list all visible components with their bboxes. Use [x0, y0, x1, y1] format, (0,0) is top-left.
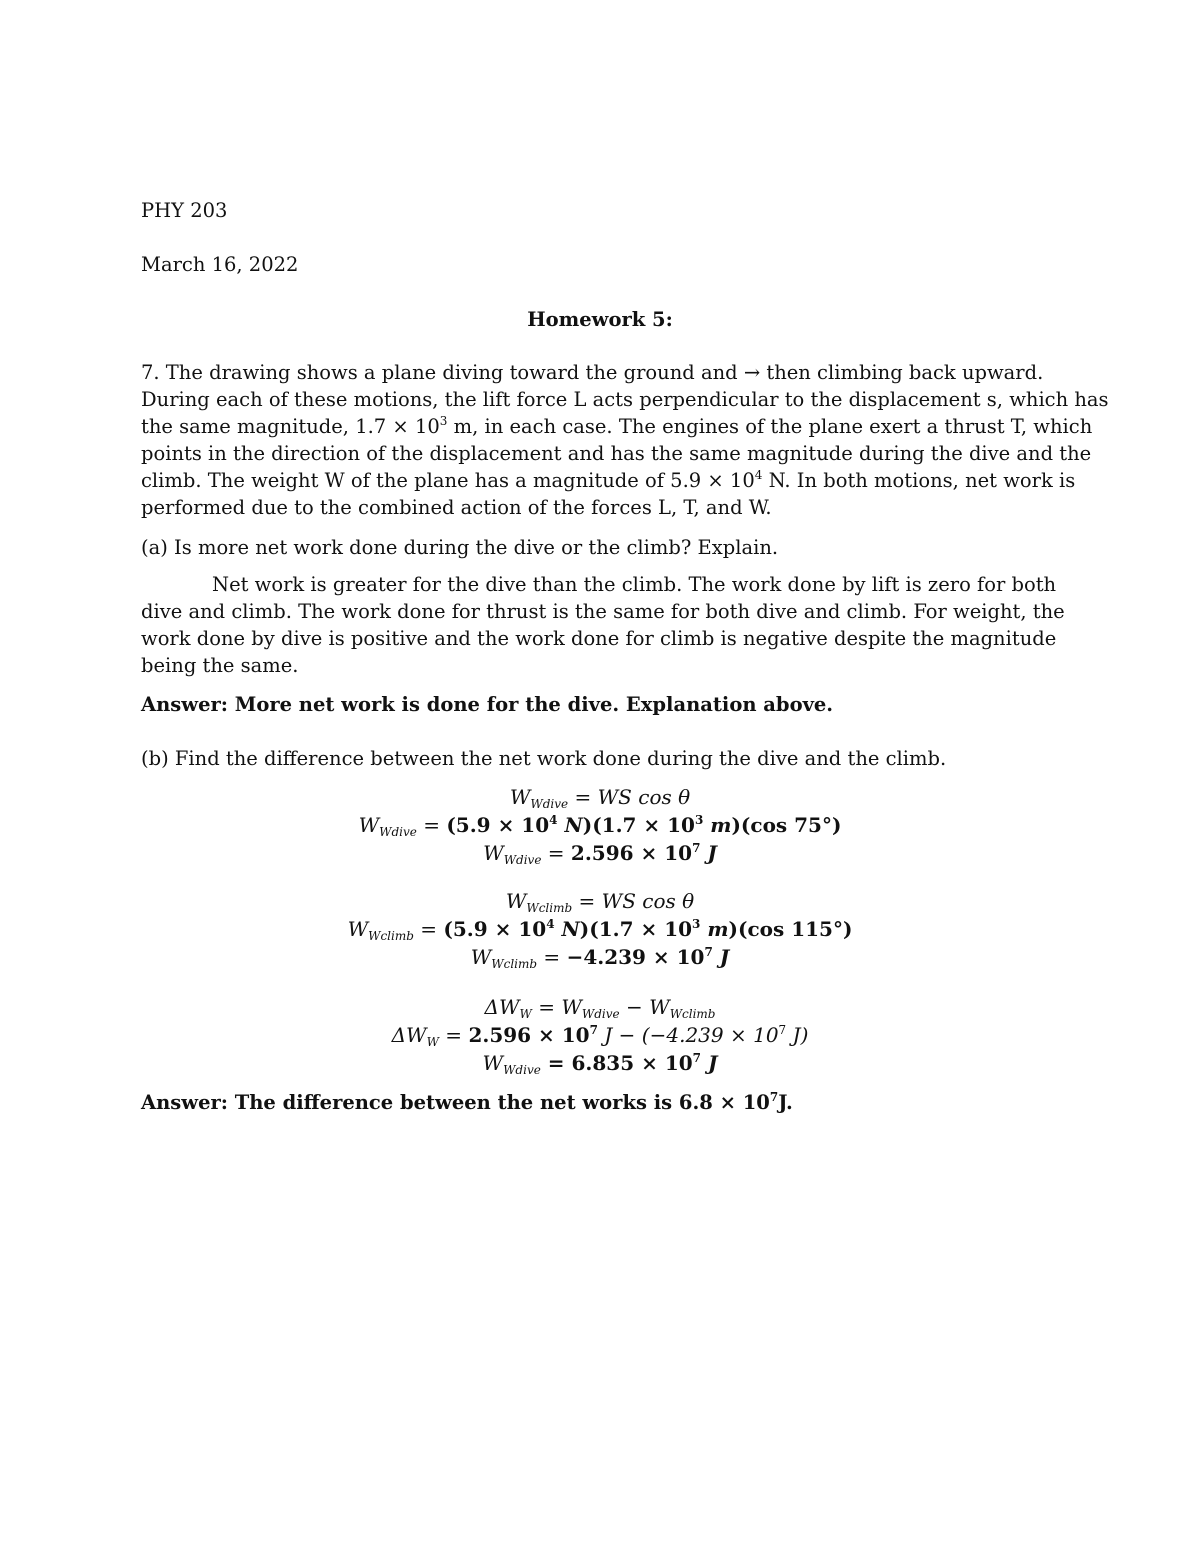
equation-dive-substitution: $W_{Wdive} = (5.9 \times 10^4$ $N)(1.7 \times 10^3$ m)(cos 75°)	[358, 813, 842, 839]
equation-dive-definition: $W_{Wdive}$ = WS cos θ	[509, 785, 691, 811]
problem-line: climb. The weight W of the plane has a magnitude of $5.9 \times 10^4$ N. In both motions, net work is	[141, 468, 1076, 492]
equation-dive-result: $W_{Wdive} = 2.596 \times 10^7$ J	[483, 841, 717, 867]
equation-climb-substitution: $W_{Wclimb} = (5.9 \times 10^4$ $N)(1.7 \times 10^3$ m)(cos 115°)	[347, 917, 853, 943]
course-code: PHY 203	[141, 199, 228, 222]
part-a-explanation	[141, 571, 1065, 679]
equation-difference-definition: $\Delta W_W = W_{Wdive} - W_{Wclimb}$	[484, 995, 716, 1021]
explanation-line: dive and climb. The work done for thrust is the same for both dive and climb. For weight, the	[141, 600, 1065, 623]
part-a-answer: Answer: More net work is done for the dive. Explanation above.	[141, 693, 834, 716]
equation-difference-substitution: $\Delta W_W = 2.596 \times 10^7$ $J - (-4.239 \times 10^7$ J)	[391, 1023, 809, 1049]
problem-line: points in the direction of the displacement and has the same magnitude during the dive and the	[141, 442, 1092, 465]
equation-climb-result: $W_{Wclimb} = -4.239 \times 10^7$ J	[470, 945, 730, 971]
equation-difference-result: $W_{Wdive} = 6.835 \times 10^7$ J	[482, 1051, 718, 1077]
problem-line: During each of these motions, the lift force L acts perpendicular to the displacement s, which has	[141, 388, 1109, 411]
part-a-question: (a) Is more net work done during the dive or the climb? Explain.	[141, 536, 779, 559]
problem-line: performed due to the combined action of the forces L, T, and W.	[141, 496, 772, 519]
problem-line: 7. The drawing shows a plane diving toward the ground and → then climbing back upward.	[141, 361, 1044, 384]
date-line: March 16, 2022	[141, 253, 299, 276]
homework-title: Homework 5:	[527, 308, 673, 331]
problem-line: the same magnitude, $1.7 \times 10^3$ m, in each case. The engines of the plane exert a thrust T, which	[141, 414, 1093, 438]
part-b-answer: Answer: The difference between the net works is $6.8 \times 10^7J$.	[141, 1090, 793, 1114]
equation-climb-definition: $W_{Wclimb}$ = WS cos θ	[505, 889, 695, 915]
problem-statement	[141, 359, 1109, 521]
explanation-line: work done by dive is positive and the work done for climb is negative despite the magnitude	[141, 627, 1057, 650]
explanation-line: Net work is greater for the dive than the climb. The work done by lift is zero for both	[212, 573, 1057, 596]
explanation-line: being the same.	[141, 654, 299, 677]
part-b-question: (b) Find the difference between the net work done during the dive and the climb.	[141, 747, 947, 770]
